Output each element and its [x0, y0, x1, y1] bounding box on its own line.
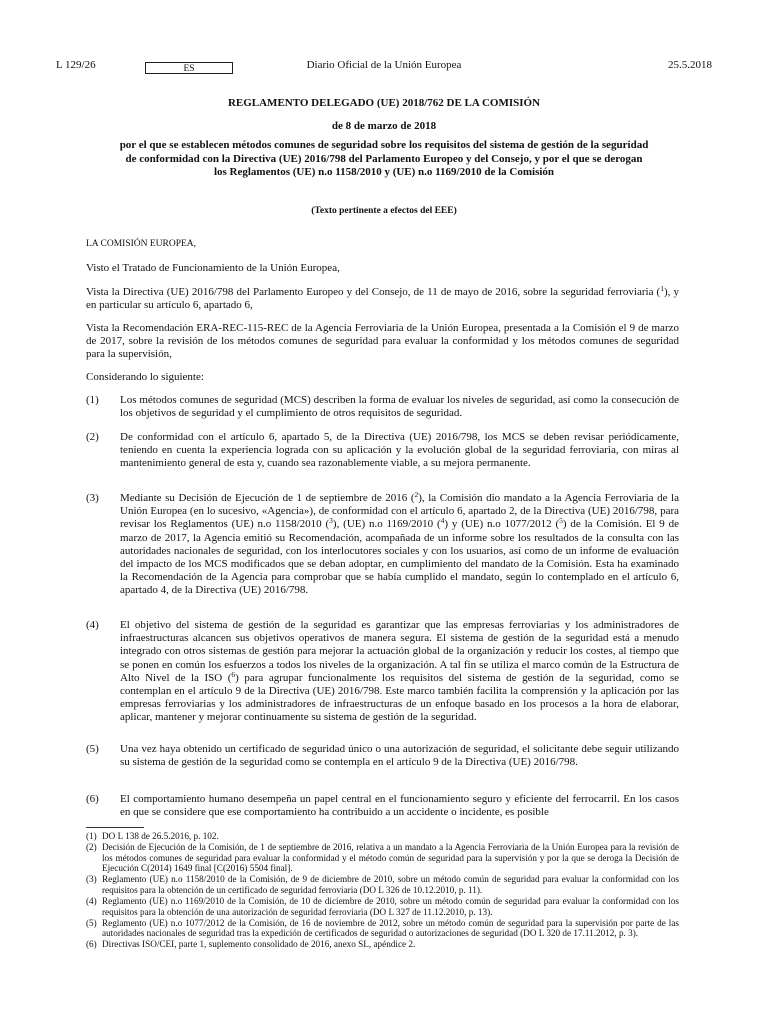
footnote-number: (5)	[86, 917, 97, 928]
footnote-number: (6)	[86, 939, 97, 950]
footnote-text: Decisión de Ejecución de la Comisión, de 1 de septiembre de 2016, relativa a un mandato a la Agencia Ferroviaria de la Unión Europea para la revisión de los métodos comunes de seguridad para evaluar la conformidad y el método común de seguridad para la supervisión y por la que se deroga la Decisión de Ejecución C(2014) 1649 final [C(2016) 5504 final].	[102, 842, 679, 874]
footnote-1	[86, 831, 679, 842]
footnotes	[86, 831, 679, 951]
regulation-title: REGLAMENTO DELEGADO (UE) 2018/762 DE LA COMISIÓN	[227, 97, 541, 109]
footnote-4	[86, 896, 679, 917]
commission-heading: LA COMISIÓN EUROPEA,	[86, 239, 197, 249]
citation-recommendation: Vista la Recomendación ERA-REC-115-REC de la Agencia Ferroviaria de la Unión Europea, presentada a la Comisión el 9 de marzo de 2017, sobre la revisión de los métodos comunes de seguridad para evaluar la conformidad y los métodos comunes de seguridad para la supervisión,	[86, 322, 679, 361]
page-reference: L 129/26	[56, 59, 96, 71]
footnote-ref[interactable]: 2	[414, 490, 419, 499]
recital-text: El comportamiento humano desempeña un papel central en el funcionamiento seguro y eficiente del ferrocarril. En los casos en que se considere que ese comportamiento ha contribuido a un accidente o incidente, es posible	[120, 793, 679, 819]
recital-3	[86, 492, 679, 598]
eee-note: (Texto pertinente a efectos del EEE)	[311, 206, 457, 216]
footnote-text: Reglamento (UE) n.o 1077/2012 de la Comisión, de 16 de noviembre de 2012, sobre un método común de seguridad para la supervisión por parte de las autoridades nacionales de seguridad tras la expedición de certificados de seguridad o autorizaciones de seguridad (DO L 320 de 17.11.2012, p. 3).	[102, 917, 679, 939]
footnote-2	[86, 842, 679, 874]
citation-directive: Vista la Directiva (UE) 2016/798 del Parlamento Europeo y del Consejo, de 11 de mayo de 2016, sobre la seguridad ferroviaria ($^1$), y en particular su artículo 6, apartado 6,	[86, 284, 679, 312]
recital-2	[86, 431, 679, 471]
recital-text: Los métodos comunes de seguridad (MCS) describen la forma de evaluar los niveles de seguridad, así como la consecución de los objetivos de seguridad y el cumplimiento de otros requisitos de seguridad.	[120, 394, 679, 420]
footnote-3	[86, 874, 679, 895]
footnote-ref[interactable]: 6	[231, 669, 236, 679]
footnote-divider	[86, 827, 144, 828]
regulation-subject: por el que se establecen métodos comunes de seguridad sobre los requisitos del sistema de gestión de la seguridad de conformidad con la Directiva (UE) 2016/798 del Parlamento Europeo y del Consejo, y por el que se derogan los Reglamentos (UE) n.o 1158/2010 y (UE) n.o 1169/2010 de la Comisión	[119, 139, 649, 178]
recital-number: (2)	[86, 431, 99, 443]
citation-treaty: Visto el Tratado de Funcionamiento de la Unión Europea,	[86, 262, 340, 274]
footnote-6	[86, 939, 679, 950]
regulation-date: de 8 de marzo de 2018	[331, 120, 437, 132]
footnote-text: Directivas ISO/CEI, parte 1, suplemento consolidado de 2016, anexo SL, apéndice 2.	[102, 939, 416, 950]
recital-number: (1)	[86, 394, 99, 406]
recital-text: Mediante su Decisión de Ejecución de 1 de septiembre de 2016 ($^2$), la Comisión dio mandato a la Agencia Ferroviaria de la Unión Europea (en lo sucesivo, «Agencia»), de conformidad con el artículo 6, apartado 2, de la Directiva (UE) 2016/798, para revisar los Reglamentos (UE) n.o 1158/2010 ($^3$), (UE) n.o 1169/2010 ($^4$) y (UE) n.o 1077/2012 ($^5$) de la Comisión. El 9 de marzo de 2017, la Agencia emitió su Recomendación, acompañada de un informe sobre los resultados de la consulta con las autoridades nacionales de seguridad, con los interlocutores sociales y con los usuarios, así como de un informe de evaluación del impacto de los MCS modificados que se deban adoptar, en cumplimiento del mandato de la Comisión. Esta ha examinado la Recomendación de la Agencia para comprobar que se había cumplido el mandato, según lo contemplado en el artículo 6, apartado 4, de la Directiva (UE) 2016/798.	[120, 490, 680, 597]
recital-text: El objetivo del sistema de gestión de la seguridad es garantizar que las empresas ferroviarias y los administradores de infraestructuras alcancen sus objetivos operativos de manera segura. El sistema de gestión de la seguridad está a menudo integrado con otros sistemas de gestión para mejorar la actuación global de la organización y reducir los costes, al tiempo que se ponen en común los esfuerzos a todos los niveles de la organización. A tal fin se utiliza el marco común de la Estructura de Alto Nivel de la ISO ($^6$) para agrupar funcionalmente los requisitos del sistema de gestión de la seguridad, como se contemplan en el artículo 9 de la Directiva (UE) 2016/798. Este marco también facilita la comprensión y la aplicación por las empresas ferroviarias y los administradores de infraestructuras de un enfoque basado en los procesos a la hora de elaborar, aplicar, mantener y mejorar continuamente su sistema de gestión de la seguridad.	[120, 619, 679, 724]
recital-text: Una vez haya obtenido un certificado de seguridad único o una autorización de seguridad, el solicitante debe seguir utilizando su sistema de gestión de la seguridad como se contempla en el artículo 9 de la Directiva (UE) 2016/798.	[120, 743, 679, 769]
footnote-text: DO L 138 de 26.5.2016, p. 102.	[102, 831, 219, 841]
footnote-number: (1)	[86, 831, 97, 841]
recital-4	[86, 619, 679, 725]
recital-5	[86, 743, 679, 769]
footnote-ref[interactable]: 3	[329, 516, 333, 526]
footnote-number: (4)	[86, 896, 97, 907]
considering-heading: Considerando lo siguiente:	[86, 371, 204, 383]
publication-date: 25.5.2018	[668, 59, 712, 71]
footnote-number: (3)	[86, 874, 97, 885]
footnote-ref[interactable]: 1	[660, 284, 664, 293]
page-header	[56, 59, 712, 75]
recital-1	[86, 394, 679, 420]
recital-number: (5)	[86, 743, 99, 755]
footnote-text: Reglamento (UE) n.o 1158/2010 de la Comisión, de 9 de diciembre de 2010, sobre un método común de seguridad para evaluar la conformidad con los requisitos para la obtención de un certificado de seguridad ferroviaria (DO L 326 de 10.12.2010, p. 11).	[102, 874, 679, 895]
footnote-ref[interactable]: 5	[559, 516, 563, 526]
recital-6	[86, 793, 679, 819]
footnote-ref[interactable]: 4	[440, 516, 445, 526]
language-badge: ES	[145, 62, 233, 74]
footnote-5	[86, 918, 679, 939]
footnote-number: (2)	[86, 842, 97, 853]
journal-title: Diario Oficial de la Unión Europea	[306, 59, 462, 71]
recital-text: De conformidad con el artículo 6, apartado 5, de la Directiva (UE) 2016/798, los MCS se deben revisar periódicamente, teniendo en cuenta la experiencia lograda con su aplicación y la evolución global de la seguridad ferroviaria, con miras al mantenimiento general de esta y, cuando sea razonablemente viable, a su mejora permanente.	[120, 431, 679, 470]
recital-number: (3)	[86, 492, 99, 504]
recital-number: (6)	[86, 793, 99, 805]
footnote-text: Reglamento (UE) n.o 1169/2010 de la Comisión, de 10 de diciembre de 2010, sobre un método común de seguridad para evaluar la conformidad con los requisitos para la obtención de una autorización de seguridad ferroviaria (DO L 327 de 11.12.2010, p. 13).	[102, 896, 679, 917]
recital-number: (4)	[86, 619, 99, 631]
